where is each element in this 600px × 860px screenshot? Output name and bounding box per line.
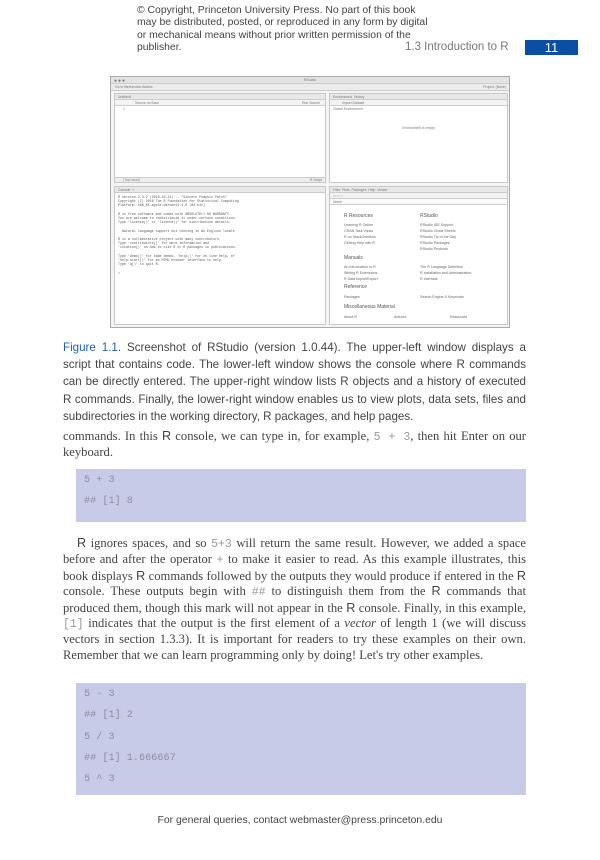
copyright-notice: © Copyright, Princeton University Press. No part of this book may be distributed, posted, or reproduced in any form by digital or mechanical means without prior written permission of the publisher. xyxy=(137,5,428,53)
paragraph-1: commands. In this R console, we can type in, for example, 5 + 3, then hit Enter on our keyboard. xyxy=(63,429,526,460)
running-head: 1.3 Introduction to R xyxy=(405,41,509,53)
environment-pane: Environment History Import Dataset Global Environment Environment is empty xyxy=(329,93,508,183)
figure-label: Figure 1.1. xyxy=(63,341,122,354)
console-output[interactable]: R version 3.3.2 (2016-10-31) -- "Sincere Pumpkin Patch" Copyright (C) 2016 The R Foundation for Statistical Computing Platform: x86_64-apple-darwin13.4.0 (64-bit) R is free software and comes with ABSOLUTELY NO WARRANTY. You are welcome to redistribute it under certain conditions. Type 'license()' or 'licence()' for distribution details. Natural language support but running in an English locale R is a collaborative project with many contributors. Type 'contributors()' for more information and 'citation()' on how to cite R or R packages in publications. Type 'demo()' for some demos, 'help()' for on-line help, or 'help.start()' for an HTML browser interface to help. Type 'q()' to quit R. > xyxy=(118,195,239,275)
figure-caption: Figure 1.1. Screenshot of RStudio (version 1.0.44). The upper-left window displays a script that contains code. The lower-left window shows the console where R commands can be directly entered. The upper-right window lists R objects and a history of executed R commands. Finally, the lower-right window enables us to view plots, data sets, files and subdirectories in the working directory, R packages, and help pages. xyxy=(63,341,526,423)
window-controls-icon: ●●● xyxy=(114,77,127,84)
code-block-2: 5 - 3 ## [1] 2 5 / 3 ## [1] 1.666667 5 ^ 3 xyxy=(76,683,526,795)
tab-history[interactable]: History xyxy=(353,95,365,99)
footer-contact: For general queries, contact webmaster@press.princeton.edu xyxy=(157,815,443,826)
paragraph-2: R ignores spaces, and so 5+3 will return the same result. However, we added a space before and after the operator + to make it easier to read. As this example illustrates, this book displays R commands followed by the outputs they would produce if entered in the R console. These outputs begin with ## to distinguish them from the R commands that produced them, though this mark will not appear in the R console. Finally, in this example, [1] indicates that the output is the first element of a vector of length 1 (we will discuss vectors in section 1.3.3). It is important for readers to try these examples on their own. Remember that we can learn programming only by doing! Let's try other examples. xyxy=(63,536,526,662)
tab-environment[interactable]: Environment xyxy=(333,95,353,99)
code-block-1: 5 + 3 ## [1] 8 xyxy=(76,469,526,522)
help-pane: Files Plots Packages Help Viewer ⇦ ⇨ ⌂ Home R Resources RStudio Learning R Online CRAN Task Views R on StackOverflow Getting Help with R RStudio IDE Support RStudio Cheat Sheets RStudio Tip of the Day RStudio Packages RStudio Products Manuals An Introduction to R Writing R Extensions R Data Import/Export The R Language Definition R Installation and Administration R Internals Reference Packages Search Engine & Keywords Miscellaneous Material About R Authors Resources xyxy=(329,186,508,325)
rstudio-screenshot xyxy=(110,76,510,328)
main-toolbar: Go to file/function Addins Project: (None) xyxy=(111,84,509,91)
console-pane: Console ~/ R version 3.3.2 (2016-10-31) -- "Sincere Pumpkin Patch" Copyright (C) 2016 The R Foundation for Statistical Computing Platform: x86_64-apple-darwin13.4.0 (64-bit) R is free software and comes with ABSOLUTELY NO WARRANTY. You are welcome to redistribute it under certain conditions. Type 'license()' or 'licence()' for distribution details. Natural language support but running in an English locale R is a collaborative project with many contributors. Type 'contributors()' for more information and 'citation()' on how to cite R or R packages in publications. Type 'demo()' for some demos, 'help()' for on-line help, or 'help.start()' for an HTML browser interface to help. Type 'q()' to quit R. > xyxy=(114,186,326,325)
page-number: 11 xyxy=(525,40,578,55)
editor-pane: Untitled1 Source on Save Run Source 1 (Top Level) R Script xyxy=(114,93,326,183)
window-titlebar: ●●● RStudio xyxy=(111,77,509,84)
